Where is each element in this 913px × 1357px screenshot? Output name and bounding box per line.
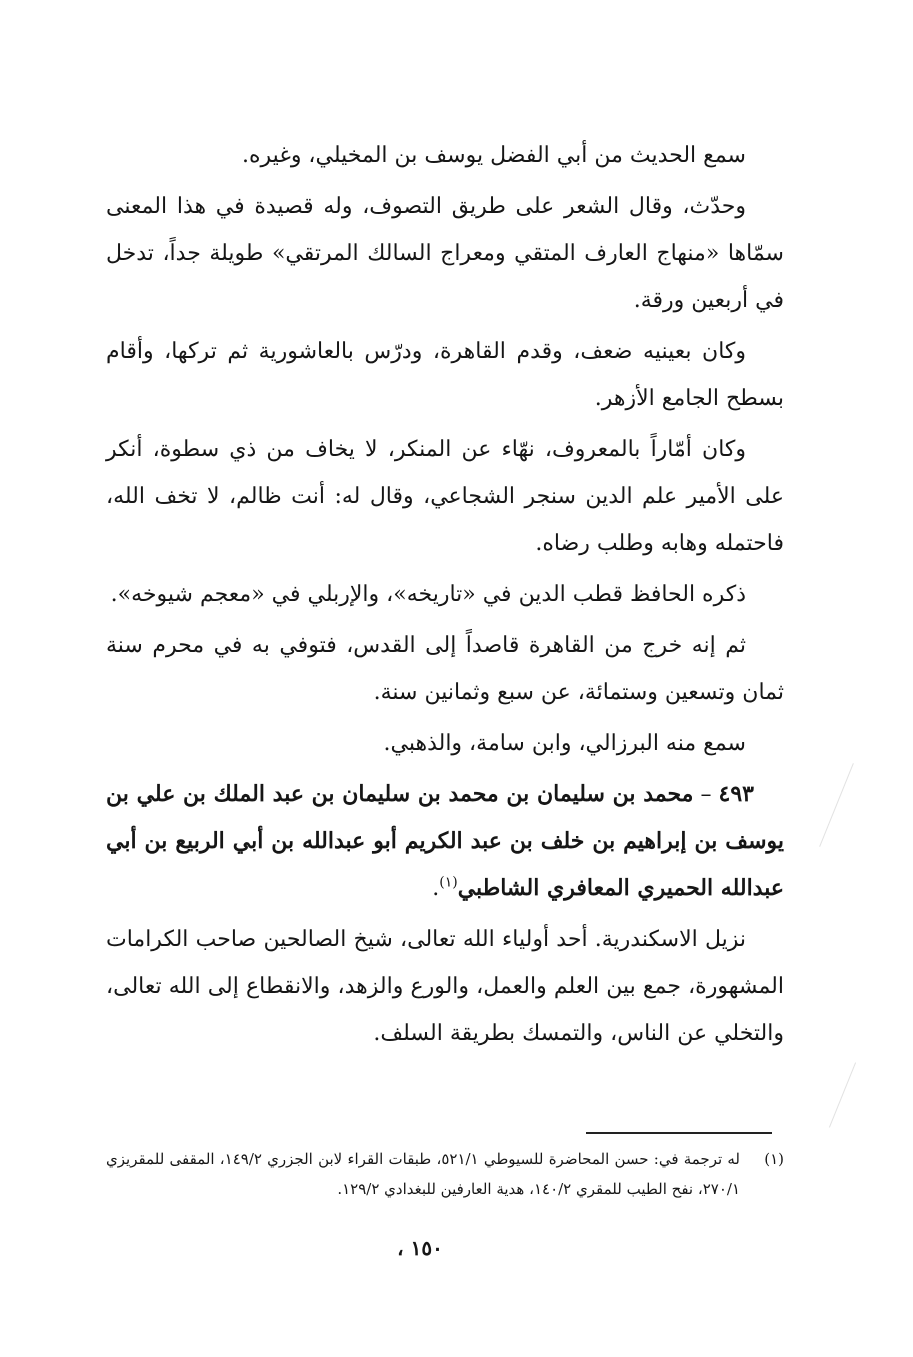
scan-artifact bbox=[829, 1062, 856, 1127]
scan-artifact bbox=[819, 763, 854, 847]
footnote-text: له ترجمة في: حسن المحاضرة للسيوطي ٥٢١/١، طبقات القراء لابن الجزري ١٤٩/٢، المقفى للمقريزي ٢٧٠/١، نفح الطيب للمقري ١٤٠/٢، هدية العارفين للبغدادي ١٢٩/٢. bbox=[106, 1150, 740, 1198]
paragraph: ثم إنه خرج من القاهرة قاصداً إلى القدس، فتوفي به في محرم سنة ثمان وتسعين وستمائة، عن سبع وثمانين سنة. bbox=[106, 633, 784, 705]
paragraph: وكان بعينيه ضعف، وقدم القاهرة، ودرّس بالعاشورية ثم تركها، وأقام بسطح الجامع الأزهر. bbox=[106, 339, 784, 411]
paragraph: ذكره الحافظ قطب الدين في «تاريخه»، والإربلي في «معجم شيوخه». bbox=[110, 582, 746, 607]
page-number: ١٥٠ ، bbox=[397, 1236, 443, 1260]
paragraph: سمع منه البرزالي، وابن سامة، والذهبي. bbox=[383, 731, 746, 756]
paragraph: وحدّث، وقال الشعر على طريق التصوف، وله قصيدة في هذا المعنى سمّاها «منهاج العارف المتقي ومعراج السالك المرتقي» طويلة جداً، تدخل في أربعين ورقة. bbox=[106, 194, 784, 313]
paragraph: وكان أمّاراً بالمعروف، نهّاء عن المنكر، لا يخاف من ذي سطوة، أنكر على الأمير علم الدين سنجر الشجاعي، وقال له: أنت ظالم، لا تخف الله، فاحتمله وهابه وطلب رضاه. bbox=[106, 437, 784, 556]
footnote-separator bbox=[586, 1132, 772, 1134]
footnote-marker: (١) bbox=[764, 1150, 784, 1168]
footnote bbox=[106, 1144, 784, 1204]
entry-number: ٤٩٣ bbox=[718, 781, 754, 807]
entry-name: محمد بن سليمان بن محمد بن سليمان بن عبد الملك بن علي بن يوسف بن إبراهيم بن خلف بن عبد الكريم أبو عبدالله بن أبي الربيع بن أبي عبدالله الحميري المعافري الشاطبي bbox=[106, 781, 784, 901]
paragraph: سمع الحديث من أبي الفضل يوسف بن المخيلي، وغيره. bbox=[242, 143, 746, 168]
footnote-reference[interactable]: (١) bbox=[439, 874, 458, 891]
entry-end-mark: . bbox=[432, 876, 440, 901]
entry-dash: – bbox=[693, 782, 719, 807]
main-text bbox=[106, 132, 784, 1057]
biography-entry-heading bbox=[106, 771, 784, 912]
paragraph: نزيل الاسكندرية. أحد أولياء الله تعالى، شيخ الصالحين صاحب الكرامات المشهورة، جمع بين العلم والعمل، والورع والزهد، والانقطاع إلى الله تعالى، والتخلي عن الناس، والتمسك بطريقة السلف. bbox=[106, 927, 784, 1046]
